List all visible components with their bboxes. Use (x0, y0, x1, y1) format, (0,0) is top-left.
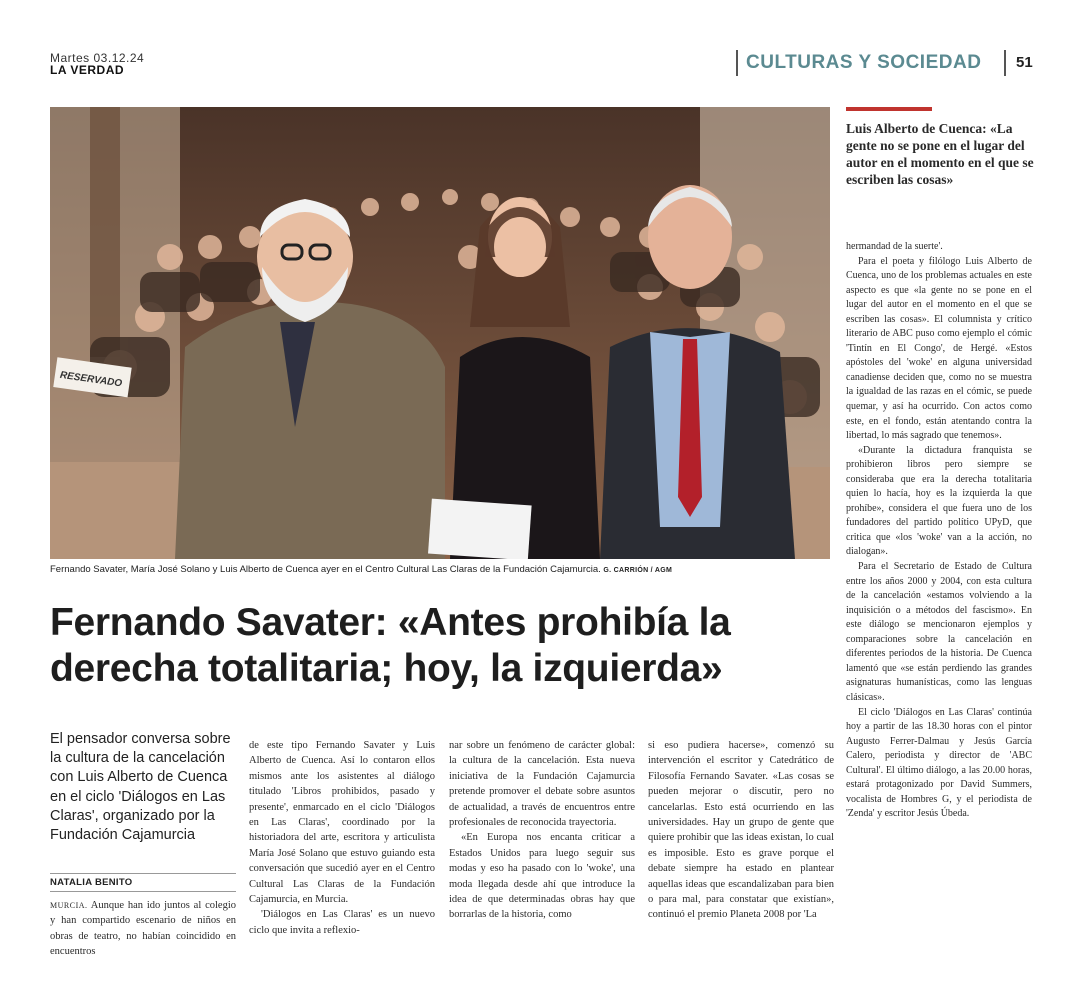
column-1-text: Aunque han ido juntos al colegio y han compartido escenario de niños en obras de teatro, no habían coincidido en encuentros (50, 900, 236, 958)
headline-line-1: Fernando Savater: «Antes prohibía la (50, 601, 731, 644)
article-column-3 (449, 738, 635, 923)
photo-caption (50, 564, 840, 575)
news-photo (50, 107, 830, 559)
section-title: CULTURAS Y SOCIEDAD (736, 50, 981, 76)
article-column-1 (50, 898, 236, 960)
column-5-paragraph-5: El ciclo 'Diálogos en Las Claras' continúa hoy a partir de las 18.30 horas con el pintor Augusto Ferrer-Dalmau y Jesús García Calero, periodista y director de 'ABC Cultural'. El último diálogo, a las 20.00 horas, estará protagonizado por David Summers, vocalista de Hombres G, y el periodista de 'Zenda' y escritor Jesús Úbeda. (846, 706, 1032, 820)
event-photo-illustration (50, 107, 830, 559)
standfirst: El pensador conversa sobre la cultura de la cancelación con Luis Alberto de Cuenca en el ciclo 'Diálogos en Las Claras', organizado por la Fundación Cajamurcia (50, 731, 231, 844)
pullquote-accent-bar (846, 107, 932, 111)
column-2-paragraph-2: 'Diálogos en Las Claras' es un nuevo ciclo que invita a reflexio- (249, 909, 435, 936)
dateline: MURCIA. (50, 901, 88, 910)
column-5-paragraph-3: «Durante la dictadura franquista se prohibieron libros pero siempre se consideraba que era la derecha totalitaria quien lo hacía, hoy es la izquierda la que prohíbe», considera el que fuera uno de los fundadores del partido político UPyD, que critica que «los 'woke' van a la acción, no dialogan». (846, 444, 1032, 558)
caption-text: Fernando Savater, María José Solano y Luis Alberto de Cuenca ayer en el Centro Cultural Las Claras de la Fundación Cajamurcia. (50, 564, 601, 575)
headline-line-2: derecha totalitaria; hoy, la izquierda» (50, 647, 723, 690)
issue-date: Martes 03.12.24 (50, 51, 145, 65)
photo-credit: G. CARRIÓN / AGM (603, 567, 673, 574)
column-5-paragraph-1: hermandad de la suerte'. (846, 241, 943, 252)
column-2-paragraph-1: de este tipo Fernando Savater y Luis Alberto de Cuenca. Así lo contaron ellos mismos ante los asistentes al diálogo titulado 'Libros prohibidos, pasado y presente', enmarcado en el ciclo 'Diálogos en Las Claras', coordinado por la historiadora del arte, escritora y articulista María José Solano que estuvo guiando esta conversación que sucedió ayer en el Centro Cultural Las Claras de la Fundación Cajamurcia, en Murcia. (249, 740, 435, 906)
article-column-4 (648, 738, 834, 923)
column-4-paragraph-1: si eso pudiera hacerse», comenzó su intervención el escritor y Catedrático de Filosofía Fernando Savater. «Las cosas se pueden mejorar o discutir, pero no cancelarlas. Esto está ocurriendo en las universidades. Hay un grupo de gente que quiere prohibir que las ideas existan, lo cual es imposible. Esto es grave porque el debate siempre ha estado en plantear aquellas ideas que escandalizaban para bien o para mal, para constatar que existían», continuó el premio Planeta 2008 por 'La (648, 740, 834, 921)
newspaper-name: LA VERDAD (50, 63, 125, 77)
page-number: 51 (1004, 50, 1033, 76)
reserved-sign: RESERVADO (59, 369, 123, 390)
column-3-paragraph-1: nar sobre un fenómeno de carácter global: la cultura de la cancelación. Esta nueva iniciativa de la Fundación Cajamurcia pretende promover el debate sobre asuntos de actualidad, a través de encuentros entre profesionales de reconocida trayectoria. (449, 740, 635, 829)
headline (50, 600, 830, 692)
pullquote: Luis Alberto de Cuenca: «La gente no se pone en el lugar del autor en el momento en el que se escriben las cosas» (846, 121, 1034, 187)
byline: NATALIA BENITO (50, 873, 236, 892)
article-column-2 (249, 738, 435, 938)
column-3-paragraph-2: «En Europa nos encanta criticar a Estados Unidos para luego seguir sus modas y eso ha pasado con lo 'woke', una moda llegada desde ahí que introduce la idea de que determinadas obras hay que borrarlas de la historia, como (449, 832, 635, 921)
column-5-paragraph-2: Para el poeta y filólogo Luis Alberto de Cuenca, uno de los problemas actuales en este aspecto es que «la gente no se pone en el lugar del autor en el momento en el que se escriben las cosas». El columnista y crítico literario de ABC puso como ejemplo el cómic 'Tintín en El Congo', de Hergé. «Estos apóstoles del 'woke' en alguna universidad canadiense deciden que, como no se muestra la igualdad de las razas en el cómic, se puede quemar, y así ha ocurrido. Con actos como este, en el fondo, están atentando contra la libertad, lo más sagrado que tenemos». (846, 255, 1032, 442)
article-column-5 (846, 240, 1032, 822)
column-5-paragraph-4: Para el Secretario de Estado de Cultura entre los años 2000 y 2004, con esta cultura de la cancelación «estamos volviendo a la inquisición o a métodos del fascismo». En este diálogo se mencionaron ejemplos y comparaciones sobre la cancelación en diferentes periodos de la historia. De Cuenca lamentó que «se están perdiendo las grandes asignaturas humanísticas, como las lenguas clásicas». (846, 561, 1032, 703)
